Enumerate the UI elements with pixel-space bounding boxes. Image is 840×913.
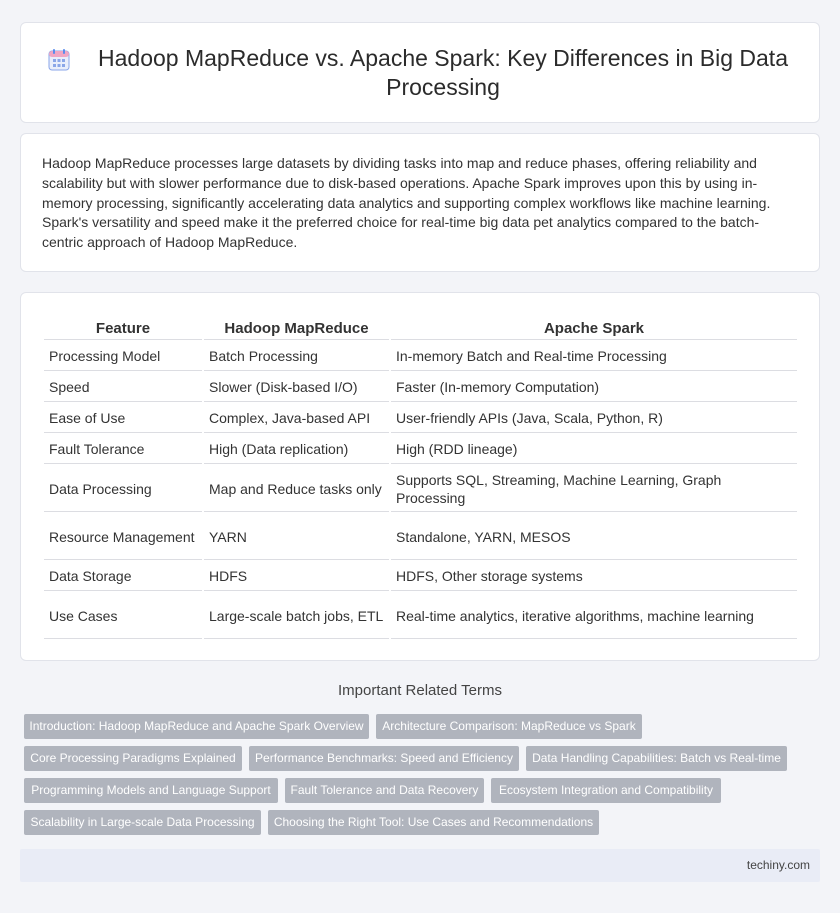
calendar-icon	[47, 48, 71, 72]
comparison-table	[42, 315, 799, 641]
table-cell-hadoop: Large-scale batch jobs, ETL	[204, 593, 389, 639]
table-cell-spark: Real-time analytics, iterative algorithms, machine learning	[391, 593, 797, 639]
table-cell-hadoop: Complex, Java-based API	[204, 404, 389, 433]
table-cell-hadoop: Batch Processing	[204, 342, 389, 371]
table-cell-hadoop: Map and Reduce tasks only	[204, 466, 389, 512]
table-cell-spark: HDFS, Other storage systems	[391, 562, 797, 591]
page-title: Hadoop MapReduce vs. Apache Spark: Key Differences in Big Data Processing	[98, 45, 788, 100]
table-row	[44, 435, 797, 464]
title-card	[20, 22, 820, 123]
table-cell-feature: Resource Management	[44, 514, 202, 560]
summary-paragraph: Hadoop MapReduce processes large datasets by dividing tasks into map and reduce phases, offering reliability and scalability but with slower performance due to disk-based operations. Apache Spark improves upon this by using in-memory processing, significantly accelerating data analytics and supporting complex workflows like machine learning. Spark's versatility and speed make it the preferred choice for real-time big data pet analytics compared to the batch-centric approach of Hadoop MapReduce.	[42, 155, 771, 251]
table-cell-spark: User-friendly APIs (Java, Scala, Python, R)	[391, 404, 797, 433]
table-cell-spark: High (RDD lineage)	[391, 435, 797, 464]
table-cell-spark: Supports SQL, Streaming, Machine Learning, Graph Processing	[391, 466, 797, 512]
table-row	[44, 342, 797, 371]
table-cell-feature: Ease of Use	[44, 404, 202, 433]
comparison-table-card	[20, 292, 820, 661]
footer	[20, 849, 820, 882]
related-term-tag[interactable]: Core Processing Paradigms Explained	[24, 746, 242, 771]
table-cell-hadoop: Slower (Disk-based I/O)	[204, 373, 389, 402]
table-cell-feature: Data Processing	[44, 466, 202, 512]
related-term-tag[interactable]: Data Handling Capabilities: Batch vs Real-time	[526, 746, 787, 771]
table-cell-feature: Processing Model	[44, 342, 202, 371]
table-cell-hadoop: HDFS	[204, 562, 389, 591]
footer-site-name[interactable]: techiny.com	[746, 858, 810, 872]
table-cell-hadoop: High (Data replication)	[204, 435, 389, 464]
related-term-tag[interactable]: Introduction: Hadoop MapReduce and Apache Spark Overview	[24, 714, 369, 739]
table-row	[44, 404, 797, 433]
table-row	[44, 373, 797, 402]
table-cell-feature: Data Storage	[44, 562, 202, 591]
related-terms-heading: Important Related Terms	[338, 682, 502, 699]
related-term-tag[interactable]: Fault Tolerance and Data Recovery	[285, 778, 484, 803]
table-row	[44, 562, 797, 591]
table-cell-hadoop: YARN	[204, 514, 389, 560]
table-header-row	[44, 317, 797, 340]
table-cell-spark: Standalone, YARN, MESOS	[391, 514, 797, 560]
column-header-spark: Apache Spark	[391, 317, 797, 340]
column-header-hadoop: Hadoop MapReduce	[204, 317, 389, 340]
related-term-tag[interactable]: Scalability in Large-scale Data Processing	[24, 810, 261, 835]
table-cell-feature: Fault Tolerance	[44, 435, 202, 464]
table-cell-feature: Speed	[44, 373, 202, 402]
table-cell-spark: Faster (In-memory Computation)	[391, 373, 797, 402]
related-term-tag[interactable]: Architecture Comparison: MapReduce vs Spark	[376, 714, 642, 739]
column-header-feature: Feature	[44, 317, 202, 340]
table-row	[44, 514, 797, 560]
summary-card	[20, 133, 820, 272]
table-cell-feature: Use Cases	[44, 593, 202, 639]
table-row	[44, 466, 797, 512]
table-row	[44, 593, 797, 639]
related-term-tag[interactable]: Programming Models and Language Support	[24, 778, 278, 803]
related-term-tag[interactable]: Performance Benchmarks: Speed and Efficiency	[249, 746, 519, 771]
table-cell-spark: In-memory Batch and Real-time Processing	[391, 342, 797, 371]
related-term-tag[interactable]: Ecosystem Integration and Compatibility	[491, 778, 721, 803]
related-term-tag[interactable]: Choosing the Right Tool: Use Cases and Recommendations	[268, 810, 599, 835]
